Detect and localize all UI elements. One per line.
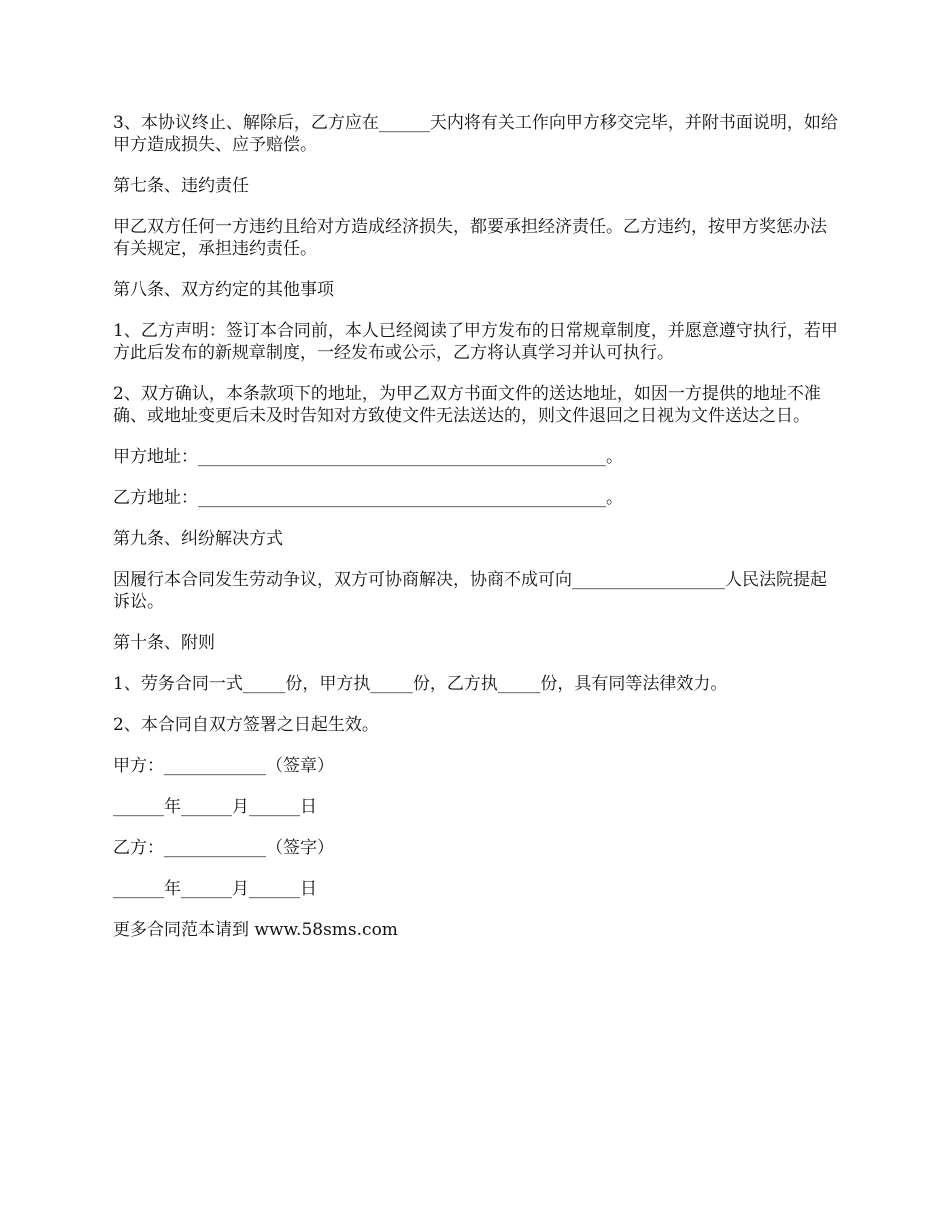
party-a-date-line: ______年______月______日 — [113, 797, 317, 817]
document-page — [113, 112, 841, 960]
clause-8-2-paragraph: 2、双方确认，本条款项下的地址，为甲乙双方书面文件的送达地址，如因一方提供的地址不准确、或地址变更后未及时告知对方致使文件无法送达的，则文件退回之日视为文件送达之日。 — [113, 384, 821, 426]
article-10-heading: 第十条、附则 — [113, 633, 215, 653]
article-8-heading: 第八条、双方约定的其他事项 — [113, 280, 334, 300]
clause-10-2-paragraph: 2、本合同自双方签署之日起生效。 — [113, 715, 379, 735]
party-a-address-line: 甲方地址：________________________________________________。 — [113, 447, 623, 467]
clause-8-1-paragraph: 1、乙方声明：签订本合同前，本人已经阅读了甲方发布的日常规章制度，并愿意遵守执行，若甲方此后发布的新规章制度，一经发布或公示，乙方将认真学习并认可执行。 — [113, 321, 838, 363]
article-9-body: 因履行本合同发生劳动争议，双方可协商解决，协商不成可向__________________人民法院提起诉讼。 — [113, 570, 827, 612]
party-b-date-line: ______年______月______日 — [113, 879, 317, 899]
clause-10-1-paragraph: 1、劳务合同一式_____份，甲方执_____份，乙方执_____份，具有同等法律效力。 — [113, 674, 728, 694]
footer-more-templates: 更多合同范本请到 www.58sms.com — [113, 920, 398, 940]
clause-6-3-paragraph: 3、本协议终止、解除后，乙方应在______天内将有关工作向甲方移交完毕，并附书面说明，如给甲方造成损失、应予赔偿。 — [113, 113, 838, 155]
party-b-signature-line: 乙方：____________（签字） — [113, 838, 334, 858]
article-7-body: 甲乙双方任何一方违约且给对方造成经济损失，都要承担经济责任。乙方违约，按甲方奖惩办法有关规定，承担违约责任。 — [113, 217, 827, 259]
article-7-heading: 第七条、违约责任 — [113, 176, 249, 196]
party-b-address-line: 乙方地址：________________________________________________。 — [113, 488, 623, 508]
party-a-signature-line: 甲方：____________（签章） — [113, 756, 334, 776]
article-9-heading: 第九条、纠纷解决方式 — [113, 529, 283, 549]
